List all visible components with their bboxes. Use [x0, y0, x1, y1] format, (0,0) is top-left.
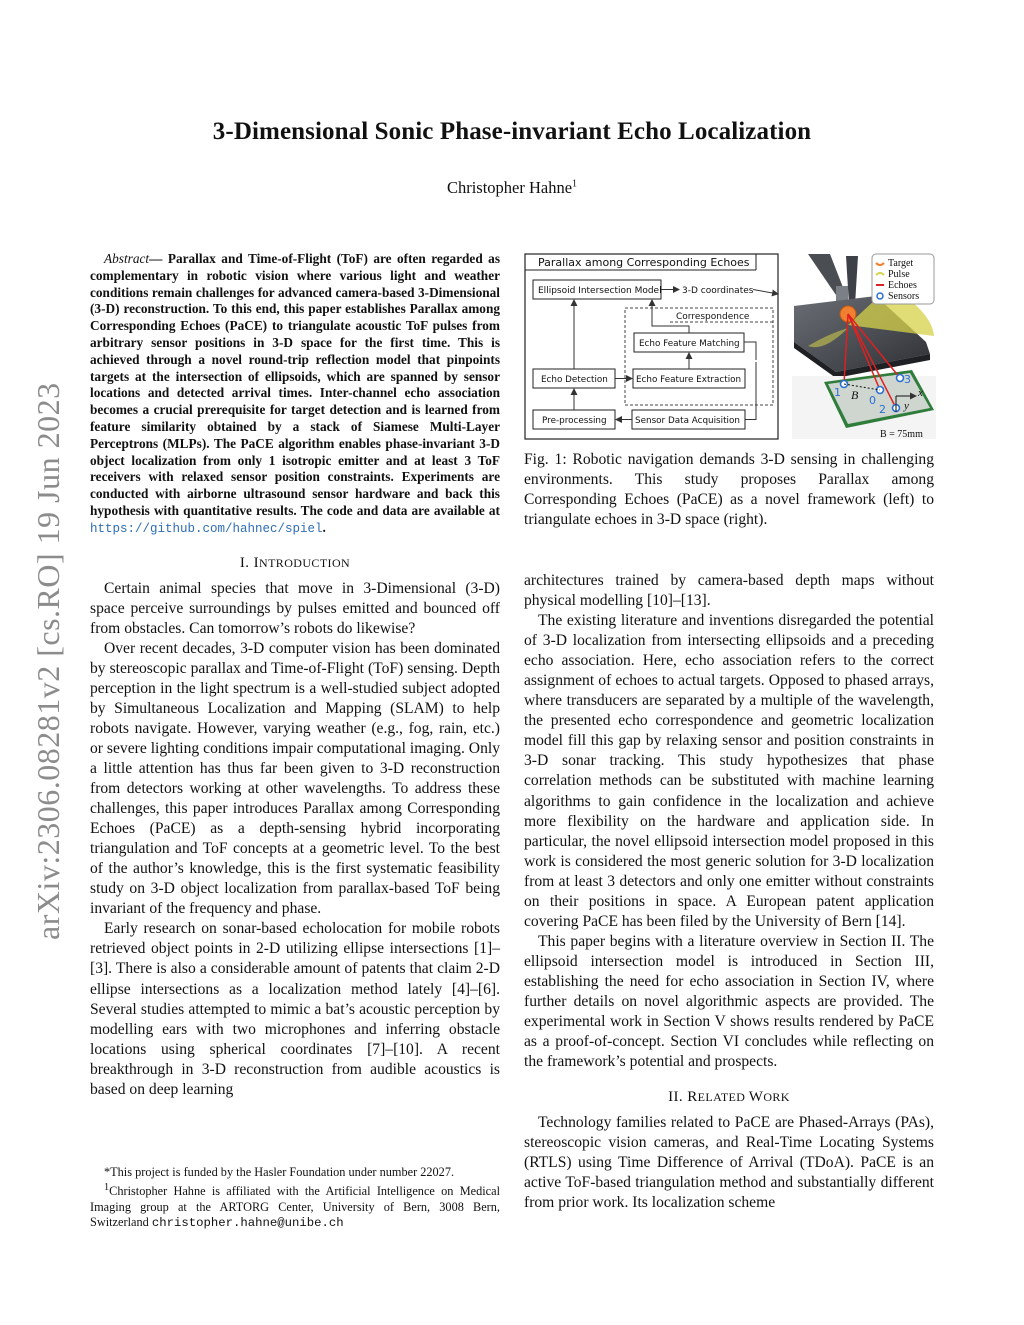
output-label: 3-D coordinates — [682, 286, 754, 296]
feature-extraction-label: Echo Feature Extraction — [636, 375, 742, 385]
continuation-paragraph: architectures trained by camera-based depth maps without physical modelling [10]–[13]. — [524, 572, 934, 610]
figure-1 — [524, 250, 936, 444]
correspondence-label: Correspondence — [676, 312, 750, 322]
section-numeral: II. — [668, 1089, 688, 1106]
body-paragraph: This paper begins with a literature overview in Section II. The ellipsoid intersection model is introduced in Section III, establishing the need for echo association in Section IV, where further details on novel algorithmic aspects are provided. The experimental work in Section V shows results rendered by PaCE as a proof-of-concept. Section VI concludes while reflecting on the framework’s potential and prospects. — [524, 932, 934, 1071]
arxiv-identifier: arXiv:2306.08281v2 [cs.RO] 19 Jun 2023 — [30, 382, 66, 940]
section-title-rest: NTRODUCTION — [259, 555, 351, 570]
section-title-first2: W — [748, 1089, 764, 1106]
author-line — [0, 178, 1024, 198]
x-axis-label: x — [918, 387, 923, 399]
legend-label: Pulse — [888, 269, 910, 280]
baseline-symbol: B — [851, 388, 859, 402]
section-title-mid: ELATED — [697, 1090, 749, 1105]
section-title-first: R — [687, 1089, 698, 1106]
legend-label: Sensors — [888, 291, 920, 302]
legend-label: Echoes — [888, 280, 917, 291]
legend-sensors-icon — [877, 293, 883, 299]
affiliation-mark: 1 — [104, 1182, 110, 1194]
affiliation-text: Christopher Hahne is affiliated with the Artificial Intelligence on Medical Imaging group at the ARTORG Center, University of Bern, 3008 Bern, Switzerland — [90, 1184, 500, 1229]
legend-label: Target — [888, 258, 914, 269]
footnotes — [90, 1165, 500, 1231]
sensor-marker — [897, 375, 904, 382]
code-link[interactable]: https://github.com/hahnec/spiel — [90, 521, 323, 536]
body-paragraph: The existing literature and inventions disregarded the potential of 3-D localization from intersecting ellipsoids and a preceding echo association. Here, echo association refers to the correct assignment of echoes to actual targets. Opposed to phased arrays, where transducers are separated by a multiple of the wavelength, the presented echo correspondence and geometric localization model fill this gap by relaxing sensor and position constraints in 3-D sonar tracking. This study hypothesizes that phase correlation methods can be substituted with machine learning algorithms to gain confidence in the localization and achieve more flexibility on the hardware and application side. In particular, the novel ellipsoid intersection model proposed in this work is considered the most generic solution for 3-D localization from at least 3 detectors and only one emitter without constraints on their positions in space. A European patent application covering PaCE has been filed by the University of Bern [14]. — [524, 612, 934, 930]
author-affiliation-mark: 1 — [572, 178, 578, 190]
sensor-label: 1 — [834, 386, 841, 399]
acquisition-label: Sensor Data Acquisition — [635, 416, 740, 426]
author-name: Christopher Hahne — [446, 178, 573, 197]
author-email: christopher.hahne@unibe.ch — [151, 1215, 344, 1230]
section-numeral: I. — [239, 554, 254, 571]
affiliation-footnote — [90, 1180, 500, 1231]
abstract-text: Parallax and Time-of-Flight (ToF) are often regarded as complementary in robotic vision where various light and weather conditions remain challenges for advanced camera-based 3-Dimensional (3-D) reconstruction. To this end, this paper establishes Parallax among Corresponding Echoes (PaCE) to triangulate acoustic ToF pulses from arbitrary sensor positions in 3-D space for the first time. This is achieved through a novel round-trip reflection model that pinpoints targets at the intersection of ellipsoids, which are spanned by sensor locations and detected arrival times. Inter-channel echo association becomes a crucial prerequisite for target detection and is learned from feature similarity obtained by a stack of Siamese Multi-Layer Perceptrons (MLPs). The PaCE algorithm enables phase-invariant 3-D object localization from only 1 isotropic emitter and at least 3 ToF receivers with relaxed sensor position constraints. Experiments are conducted with airborne ultrasound sensor hardware and back this hypothesis with quantitative results. The code and data are available at — [90, 251, 500, 518]
abstract-end: . — [322, 519, 326, 535]
intro-paragraph: Early research on sonar-based echolocation for mobile robots retrieved object points in 2-D utilizing ellipse intersections [1]–[3]. There is also a considerable amount of patents that claim 2-D ellipse intersections as a localization method lately [4]–[6]. Several studies attempted to mimic a bat’s acoustic perception by modelling ears with two microphones and inferring obstacle locations using spherical coordinates [7]–[10]. A recent breakthrough in 3-D reconstruction from audible acoustics is based on deep learning — [90, 920, 500, 1098]
preprocessing-label: Pre-processing — [542, 416, 607, 426]
left-column — [90, 251, 500, 1100]
baseline-value: B = 75mm — [880, 429, 923, 440]
related-work-paragraph: Technology families related to PaCE are Phased-Arrays (PAs), stereoscopic vision cameras, and Real-Time Locating Systems (RTLS) using Time Difference of Arrival (TDoA). PaCE is an active ToF-based triangulation method and substantially different from prior work. Its localization scheme — [524, 1114, 934, 1212]
section-heading-related-work — [524, 1087, 934, 1107]
section-heading-introduction — [90, 553, 500, 573]
sensor-label: 0 — [869, 394, 876, 407]
pace-block-diagram — [525, 254, 778, 439]
y-axis-label: y — [904, 400, 909, 412]
feature-matching-label: Echo Feature Matching — [639, 339, 740, 349]
abstract — [90, 251, 500, 538]
funding-footnote: *This project is funded by the Hasler Foundation under number 22027. — [104, 1165, 455, 1179]
figure-caption: Fig. 1: Robotic navigation demands 3-D sensing in challenging environments. This study proposes Parallax among Corresponding Echoes (PaCE) as a novel framework (left) to triangulate echoes in 3-D space (right). — [524, 451, 934, 529]
echo-detection-label: Echo Detection — [541, 375, 608, 385]
abstract-dash: — — [149, 251, 168, 266]
ellipsoid-model-label: Ellipsoid Intersection Model — [538, 286, 662, 296]
robot-photo — [792, 254, 936, 440]
intro-paragraph: Certain animal species that move in 3-Dimensional (3-D) space perceive surroundings by pulses emitted and bounced off from obstacles. Can tomorrow’s robots do likewise? — [90, 579, 500, 637]
right-column — [524, 571, 934, 1213]
abstract-label: Abstract — [104, 251, 150, 266]
section-title-rest: ORK — [763, 1090, 790, 1105]
section-title-first: I — [253, 554, 260, 571]
sensor-label: 3 — [904, 373, 911, 386]
paper-title: 3-Dimensional Sonic Phase-invariant Echo Localization — [212, 118, 812, 145]
photo-legend — [872, 254, 934, 304]
sensor-label: 2 — [879, 403, 886, 416]
intro-paragraph: Over recent decades, 3-D computer vision has been dominated by stereoscopic parallax and Time-of-Flight (ToF) sensing. Depth perception in the light spectrum is a well-studied subject adopted by Simultaneous Localization and Mapping (SLAM) to help robots navigate. However, varying weather (e.g., fog, rain, etc.) or severe lighting conditions impair computational imaging. Only a little attention has thus far been given to 3-D reconstruction from detectors working at other wavelengths. To address these challenges, this paper introduces Parallax among Corresponding Echoes (PaCE) as a depth-sensing hybrid incorporating triangulation and ToF concepts at a geometric level. To the best of the author’s knowledge, this is the first systematic feasibility study on 3-D object localization from parallax-based ToF being invariant of the frequency and phase. — [90, 639, 500, 918]
diagram-title: Parallax among Corresponding Echoes — [538, 256, 750, 269]
